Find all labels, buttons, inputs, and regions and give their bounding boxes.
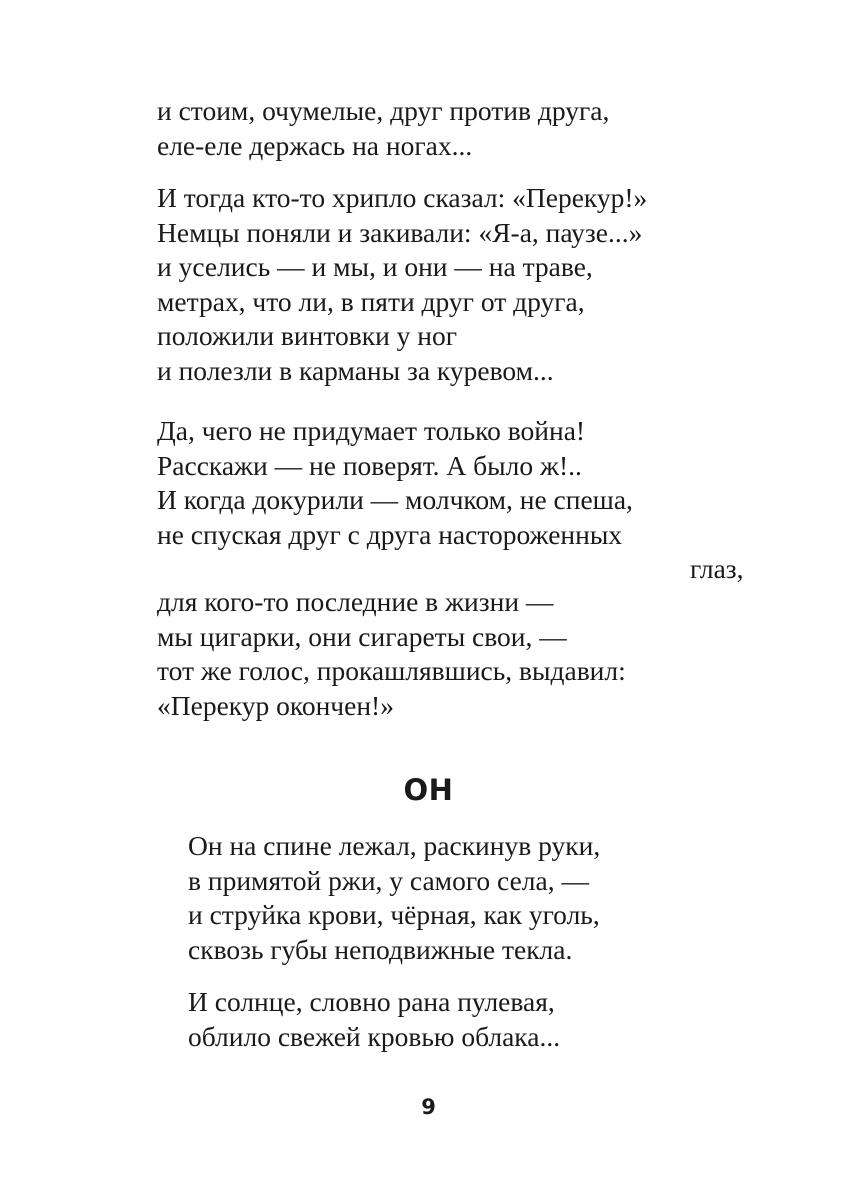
poem-line: Он на спине лежал, раскинув руки,	[188, 830, 601, 861]
poem-line: И тогда кто-то хрипло сказал: «Перекур!»	[157, 182, 648, 213]
poem-line: сквозь губы неподвижные текла.	[188, 933, 573, 965]
poem-line: «Перекур окончен!»	[157, 689, 394, 721]
poem-line: Расскажи — не поверят. А было ж!..	[157, 449, 582, 481]
poem-line: и стоим, очумелые, друг против друга,	[157, 95, 610, 126]
poem-line: и уселись — и мы, и они — на траве,	[157, 251, 593, 282]
poem-stanza	[157, 585, 626, 723]
poem-line: И когда докурили — молчком, не спеша,	[157, 484, 633, 515]
poem-line: облило свежей кровью облака...	[188, 1020, 561, 1052]
poem-stanza	[157, 414, 744, 587]
poem-line: Немцы поняли и закивали: «Я-а, паузе...»	[157, 216, 643, 248]
poem-stanza	[157, 94, 609, 163]
poem-line: метрах, что ли, в пяти друг от друга,	[157, 285, 585, 317]
poem-title: ОН	[403, 773, 454, 807]
poem-line-hanging: глаз,	[690, 553, 744, 584]
poem-line: для кого-то последние в жизни —	[157, 586, 554, 617]
poem-line: И солнце, словно рана пулевая,	[188, 986, 555, 1017]
poem-line: не спуская друг с друга настороженных	[157, 518, 623, 550]
page-number: 9	[421, 1095, 436, 1119]
poem-stanza	[188, 985, 560, 1054]
poem-line: тот же голос, прокашлявшись, выдавил:	[157, 655, 626, 686]
poem-line: и полезли в карманы за куревом...	[157, 354, 554, 386]
poem-line: Да, чего не придумает только война!	[157, 415, 586, 446]
poem-line: в примятой ржи, у самого села, —	[188, 864, 589, 896]
poem-line: и струйка крови, чёрная, как уголь,	[188, 899, 600, 930]
poem-line: положили винтовки у ног	[157, 320, 458, 351]
poem-line: мы цигарки, они сигареты свои, —	[157, 620, 567, 652]
poem-line: еле-еле держась на ногах...	[157, 129, 473, 161]
poem-stanza	[188, 829, 600, 967]
poem-stanza	[157, 181, 647, 388]
